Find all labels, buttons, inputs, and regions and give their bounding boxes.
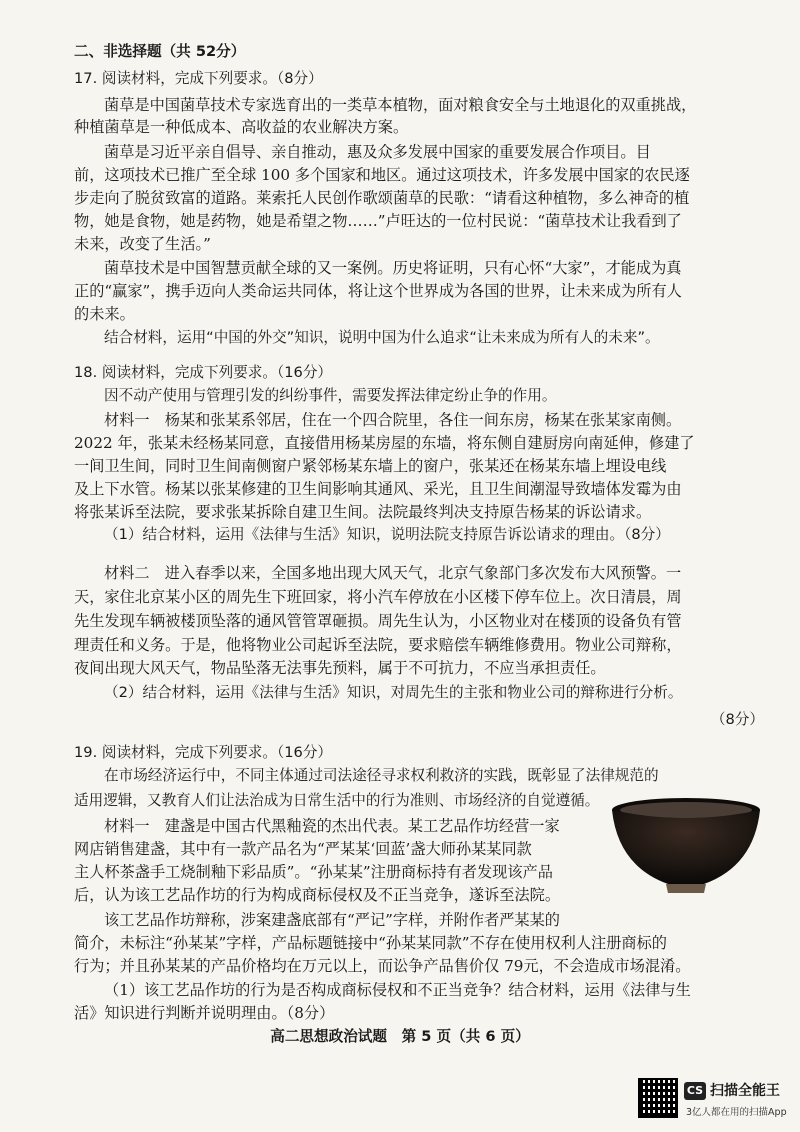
q18-question-1: （1）结合材料，运用《法律与生活》知识，说明法院支持原告诉讼请求的理由。（8分）: [104, 526, 670, 543]
q19-question-1-line: 活》知识进行判断并说明理由。（8分）: [74, 1004, 335, 1022]
q18-title: 18. 阅读材料，完成下列要求。（16分）: [74, 364, 333, 381]
q18-question-2-score: （8分）: [710, 711, 764, 728]
section-title: 二、非选择题（共 52分）: [74, 43, 246, 60]
q17-para-line: 前，这项技术已推广至全球 100 多个国家和地区。通过这项技术，许多发展中国家的农民逐: [74, 166, 690, 184]
q19-intro-line: 在市场经济运行中，不同主体通过司法途径寻求权利救济的实践，既彰显了法律规范的: [104, 767, 659, 784]
q19-material1-line: 简介，未标注“孙某某”字样，产品标题链接中“孙某某同款”不存在使用权利人注册商标的: [74, 934, 667, 952]
q17-para-line: 步走向了脱贫致富的道路。莱索托人民创作歌颂菌草的民歌：“请看这种植物，多么神奇的植: [74, 189, 690, 207]
q18-material2-line: 天，家住北京某小区的周先生下班回家，将小汽车停放在小区楼下停车位上。次日清晨，周: [74, 588, 682, 606]
q17-para-line: 未来，改变了生活。”: [74, 235, 211, 253]
q19-title: 19. 阅读材料，完成下列要求。（16分）: [74, 744, 333, 761]
q19-material1-line: 主人杯茶盏手工烧制釉下彩品质”。“孙某某”注册商标持有者发现该产品: [74, 863, 553, 881]
q18-intro: 因不动产使用与管理引发的纠纷事件，需要发挥法律定纷止争的作用。: [104, 387, 557, 404]
q17-para-line: 种植菌草是一种低成本、高收益的农业解决方案。: [74, 118, 409, 136]
q19-material1-line: 该工艺品作坊辩称，涉案建盏底部有“严记”字样，并附作者严某某的: [104, 911, 560, 929]
q19-question-1-line: （1）该工艺品作坊的行为是否构成商标侵权和不正当竞争？结合材料，运用《法律与生: [104, 981, 691, 999]
q18-material2-line: 夜间出现大风天气，物品坠落无法事先预料，属于不可抗力，不应当承担责任。: [74, 659, 606, 677]
camscanner-tagline: 3亿人都在用的扫描App: [686, 1107, 787, 1118]
qr-code-icon: [638, 1078, 678, 1118]
q17-para-line: 物，她是食物，她是药物，她是希望之物……”卢旺达的一位村民说：“菌草技术让我看到了: [74, 212, 682, 230]
q17-para-line: 菌草是中国菌草技术专家选育出的一类草本植物，面对粮食安全与土地退化的双重挑战，: [104, 96, 697, 114]
q18-material1-line: 2022 年，张某未经杨某同意，直接借用杨某房屋的东墙，将东侧自建厨房向南延伸，修建了: [74, 434, 695, 452]
q18-material2-line: 材料二 进入春季以来，全国多地出现大风天气，北京气象部门多次发布大风预警。一: [104, 564, 682, 582]
q19-material1-line: 行为；并且孙某某的产品价格均在万元以上，而讼争产品售价仅 79元，不会造成市场混淆。: [74, 957, 691, 975]
q18-material2-line: 先生发现车辆被楼顶坠落的通风管管罩砸损。周先生认为，小区物业对在楼顶的设备负有管: [74, 612, 682, 630]
q19-material1-line: 材料一 建盏是中国古代黑釉瓷的杰出代表。某工艺品作坊经营一家: [104, 817, 560, 835]
q18-material1-line: 一间卫生间，同时卫生间南侧窗户紧邻杨某东墙上的窗户，张某还在杨某东墙上埋设电线: [74, 457, 667, 475]
q19-material1-line: 网店销售建盏，其中有一款产品名为“严某某‘回蓝’盏大师孙某某同款: [74, 840, 532, 858]
q17-para-line: 正的“赢家”，携手迈向人类命运共同体，将让这个世界成为各国的世界，让未来成为所有人: [74, 282, 682, 300]
q17-para-line: 菌草是习近平亲自倡导、亲自推动，惠及众多发展中国家的重要发展合作项目。目: [104, 143, 651, 161]
jianzhan-tea-bowl-image: [608, 796, 764, 896]
q17-question: 结合材料，运用“中国的外交”知识，说明中国为什么追求“让未来成为所有人的未来”。: [104, 329, 660, 346]
q17-para-line: 的未来。: [74, 305, 135, 323]
q17-title: 17. 阅读材料，完成下列要求。（8分）: [74, 70, 323, 87]
q18-material1-line: 及上下水管。杨某以张某修建的卫生间影响其通风、采光，且卫生间潮湿导致墙体发霉为由: [74, 480, 682, 498]
q18-material1-line: 材料一 杨某和张某系邻居，住在一个四合院里，各住一间东房，杨某在张某家南侧。: [104, 411, 682, 429]
q19-intro-line: 适用逻辑，又教育人们让法治成为日常生活中的行为准则、市场经济的自觉遵循。: [74, 792, 600, 809]
q17-para-line: 菌草技术是中国智慧贡献全球的又一案例。历史将证明，只有心怀“大家”，才能成为真: [104, 259, 682, 277]
q18-question-2: （2）结合材料，运用《法律与生活》知识，对周先生的主张和物业公司的辩称进行分析。: [104, 684, 683, 701]
q19-material1-line: 后，认为该工艺品作坊的行为构成商标侵权及不正当竞争，遂诉至法院。: [74, 886, 560, 904]
q18-material2-line: 理责任和义务。于是，他将物业公司起诉至法院，要求赔偿车辆维修费用。物业公司辩称，: [74, 636, 682, 654]
camscanner-name: 扫描全能王: [710, 1083, 780, 1099]
q18-material1-line: 将张某诉至法院，要求张某拆除自建卫生间。法院最终判决支持原告杨某的诉讼请求。: [74, 503, 652, 521]
page-footer: 高二思想政治试题 第 5 页（共 6 页）: [270, 1028, 530, 1045]
camscanner-logo-icon: CS: [684, 1082, 706, 1100]
